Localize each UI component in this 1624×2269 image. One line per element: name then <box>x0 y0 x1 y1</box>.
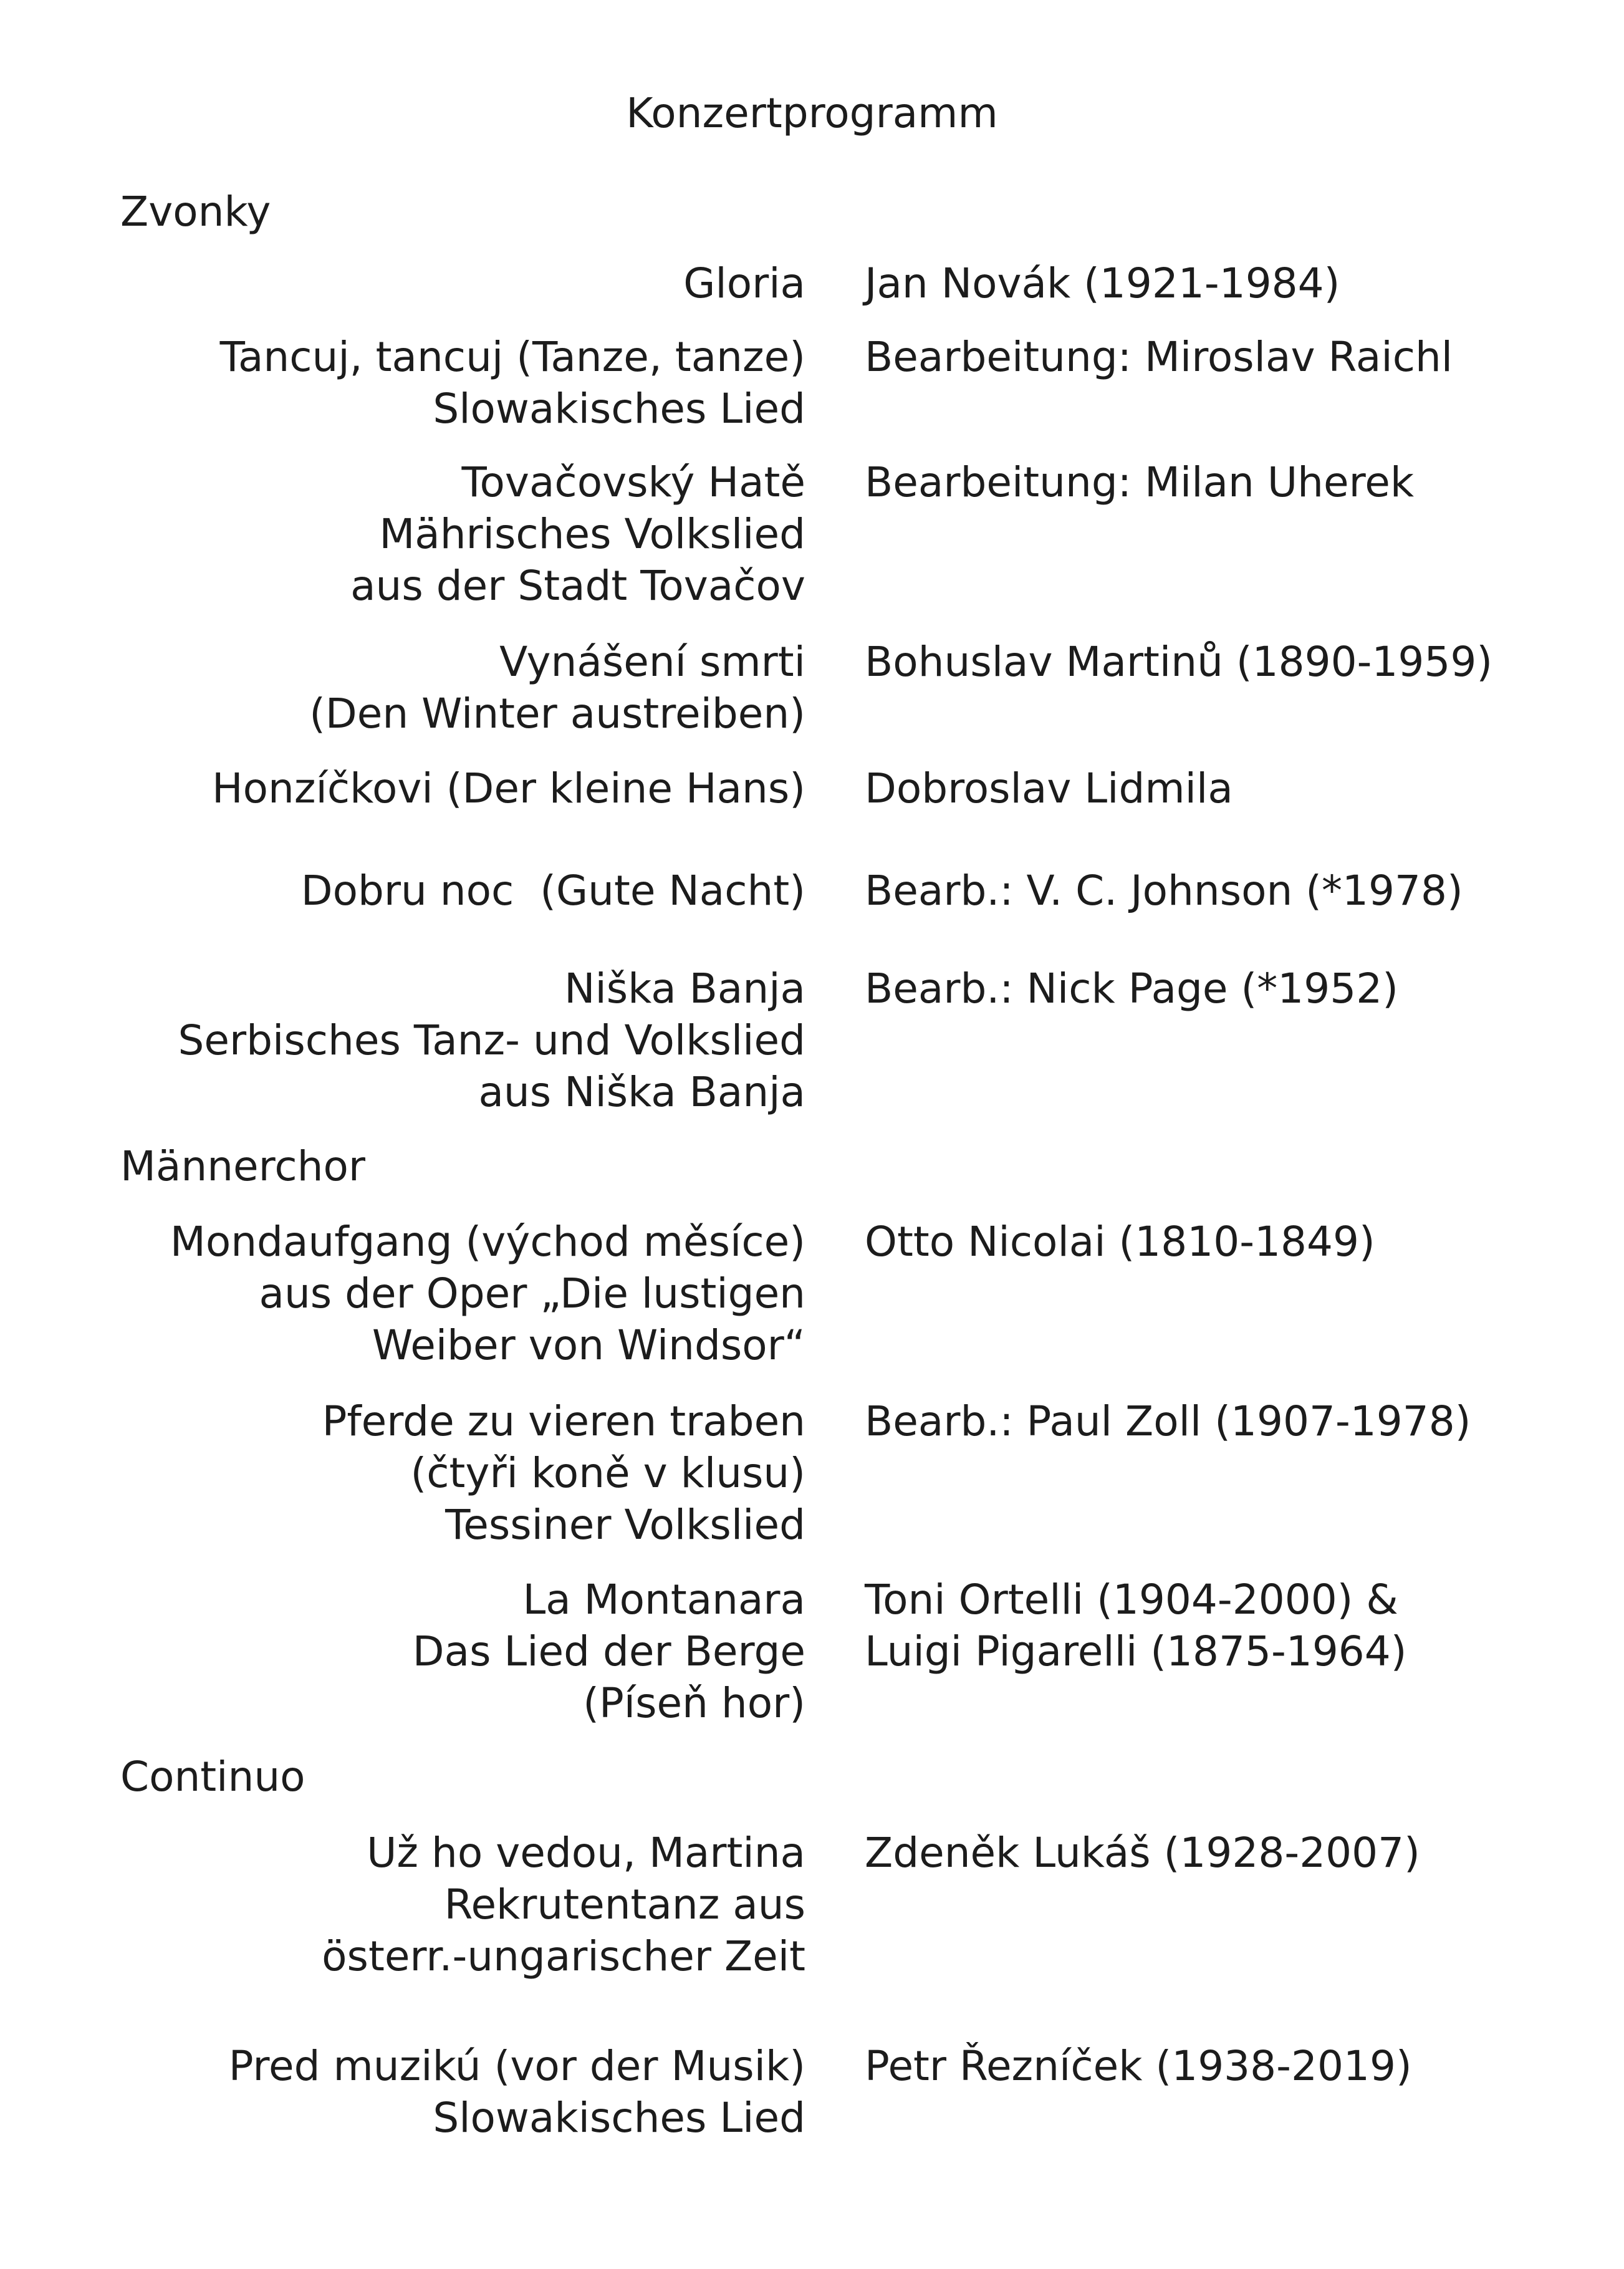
piece-title <box>229 2040 805 2144</box>
piece-title-line: aus der Stadt Tovačov <box>350 562 805 610</box>
piece-composer <box>865 1827 1420 1879</box>
piece-composer-line: Jan Novák (1921-1984) <box>865 259 1340 307</box>
piece-title-line: Honzíčkovi (Der kleine Hans) <box>212 764 805 812</box>
piece-composer <box>865 865 1463 917</box>
piece-title-line: Rekrutentanz aus <box>444 1881 805 1929</box>
piece-title-line: Slowakisches Lied <box>433 385 805 433</box>
piece-title <box>322 1395 805 1551</box>
piece-title-line: (Den Winter austreiben) <box>309 690 805 738</box>
piece-title-line: aus Niška Banja <box>478 1068 805 1116</box>
section-heading-maennerchor: Männerchor <box>120 1142 365 1190</box>
piece-composer-line: Otto Nicolai (1810-1849) <box>865 1218 1375 1266</box>
piece-title-line: Niška Banja <box>564 965 805 1013</box>
piece-composer-line: Bohuslav Martinů (1890-1959) <box>865 638 1493 686</box>
section-heading-zvonky: Zvonky <box>120 188 271 236</box>
piece-title-line: Pred muzikú (vor der Musik) <box>228 2042 805 2090</box>
piece-title-line: (Píseň hor) <box>583 1679 805 1727</box>
piece-title-line: Gloria <box>683 259 805 307</box>
piece-title <box>170 1216 805 1371</box>
piece-title-line: österr.-ungarischer Zeit <box>322 1932 805 1980</box>
piece-title-line: Tessiner Volkslied <box>445 1501 805 1549</box>
piece-title <box>683 258 805 309</box>
piece-composer-line: Dobroslav Lidmila <box>865 764 1233 812</box>
piece-title-line: Mährisches Volkslied <box>379 510 805 558</box>
piece-title-line: aus der Oper „Die lustigen <box>259 1269 805 1318</box>
piece-title-line: Weiber von Windsor“ <box>372 1321 805 1369</box>
piece-composer-line: Bearbeitung: Miroslav Raichl <box>865 333 1453 381</box>
piece-title-line: Pferde zu vieren traben <box>322 1397 805 1445</box>
piece-composer <box>865 258 1340 309</box>
section-heading-continuo: Continuo <box>120 1753 305 1801</box>
piece-composer-line: Zdeněk Lukáš (1928-2007) <box>865 1829 1420 1877</box>
piece-composer <box>865 456 1414 508</box>
piece-title <box>178 963 806 1118</box>
piece-composer-line: Bearb.: Paul Zoll (1907-1978) <box>865 1397 1471 1445</box>
piece-composer <box>865 1395 1471 1447</box>
piece-title <box>301 865 805 917</box>
piece-title-line: Vynášení smrti <box>499 638 805 686</box>
piece-title <box>350 456 805 612</box>
piece-composer-line: Bearbeitung: Milan Uherek <box>865 458 1415 506</box>
piece-title-line: Mondaufgang (východ měsíce) <box>170 1218 805 1266</box>
page-title: Konzertprogramm <box>626 89 998 137</box>
piece-composer <box>865 331 1453 383</box>
piece-composer <box>865 1216 1375 1268</box>
piece-title-line: Už ho vedou, Martina <box>367 1829 805 1877</box>
piece-title-line: Tancuj, tancuj (Tanze, tanze) <box>219 333 805 381</box>
piece-composer-line: Bearb.: Nick Page (*1952) <box>865 965 1398 1013</box>
piece-title-line: Tovačovský Hatě <box>461 458 805 506</box>
piece-title <box>220 331 805 435</box>
piece-title <box>322 1827 805 1982</box>
piece-title <box>413 1574 805 1729</box>
piece-title-line: Serbisches Tanz- und Volkslied <box>178 1016 805 1064</box>
piece-title-line: Slowakisches Lied <box>433 2094 805 2142</box>
piece-title-line: La Montanara <box>522 1576 805 1624</box>
piece-composer-line: Bearb.: V. C. Johnson (*1978) <box>865 867 1463 915</box>
piece-title <box>212 763 805 814</box>
piece-title-line: Dobru noc (Gute Nacht) <box>300 867 805 915</box>
piece-composer <box>865 763 1233 814</box>
piece-composer-line: Petr Řezníček (1938-2019) <box>865 2042 1412 2090</box>
piece-composer-line: Luigi Pigarelli (1875-1964) <box>865 1627 1407 1675</box>
piece-title <box>309 636 805 739</box>
piece-composer <box>865 963 1398 1014</box>
piece-title-line: Das Lied der Berge <box>412 1627 805 1675</box>
piece-title-line: (čtyři koně v klusu) <box>410 1449 805 1497</box>
piece-composer-line: Toni Ortelli (1904-2000) & <box>865 1576 1398 1624</box>
piece-composer <box>865 636 1492 688</box>
piece-composer <box>865 1574 1407 1677</box>
piece-composer <box>865 2040 1412 2092</box>
